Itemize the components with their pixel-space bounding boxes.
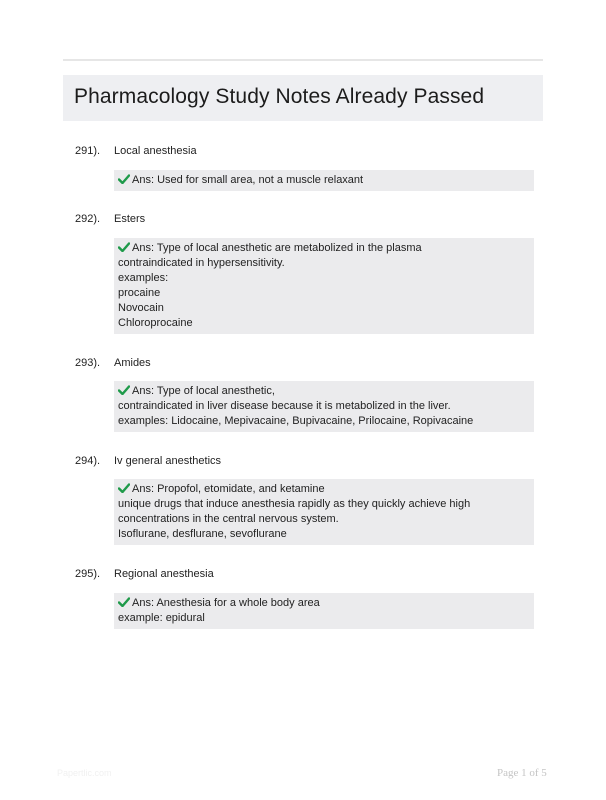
answer-box — [114, 479, 534, 545]
answer-line: examples: — [118, 272, 169, 284]
page-number: Page 1 of 5 — [497, 767, 547, 779]
answer-line: Isoflurane, desflurane, sevoflurane — [118, 528, 287, 540]
question-number: 293). — [75, 357, 101, 369]
answer-box — [114, 170, 534, 191]
answer-box — [114, 381, 534, 432]
answer-line: example: epidural — [118, 612, 205, 624]
question-text: Esters — [114, 213, 146, 225]
check-icon — [118, 242, 130, 252]
answer-box — [114, 593, 534, 629]
answer-line: Chloroprocaine — [118, 317, 193, 329]
page-title: Pharmacology Study Notes Already Passed — [74, 85, 485, 108]
question-number: 292). — [75, 213, 101, 225]
title-banner — [63, 75, 543, 121]
answer-line: examples: Lidocaine, Mepivacaine, Bupivacaine, Prilocaine, Ropivacaine — [118, 415, 474, 427]
check-icon — [118, 174, 130, 184]
question-text: Iv general anesthetics — [114, 455, 222, 467]
check-icon — [118, 597, 130, 607]
answer-box — [114, 238, 534, 334]
answer-line: Ans: Type of local anesthetic are metabolized in the plasma — [118, 241, 530, 256]
question-text: Regional anesthesia — [114, 568, 214, 580]
answer-line: Ans: Type of local anesthetic, — [118, 384, 530, 399]
answer-line: unique drugs that induce anesthesia rapidly as they quickly achieve high — [118, 498, 471, 510]
footer-watermark: Papertlic.com — [57, 768, 112, 778]
question-text: Amides — [114, 357, 151, 369]
question-number: 291). — [75, 145, 101, 157]
check-icon — [118, 385, 130, 395]
answer-line: concentrations in the central nervous system. — [118, 513, 339, 525]
answer-line: contraindicated in hypersensitivity. — [118, 257, 285, 269]
answer-line: contraindicated in liver disease because it is metabolized in the liver. — [118, 400, 451, 412]
question-text: Local anesthesia — [114, 145, 197, 157]
answer-line: Ans: Anesthesia for a whole body area — [118, 596, 530, 611]
answer-line: Novocain — [118, 302, 164, 314]
question-number: 294). — [75, 455, 101, 467]
answer-line: Ans: Propofol, etomidate, and ketamine — [118, 482, 530, 497]
check-icon — [118, 483, 130, 493]
answer-line: procaine — [118, 287, 161, 299]
top-divider — [63, 59, 543, 61]
question-number: 295). — [75, 568, 101, 580]
answer-line: Ans: Used for small area, not a muscle relaxant — [118, 173, 530, 188]
